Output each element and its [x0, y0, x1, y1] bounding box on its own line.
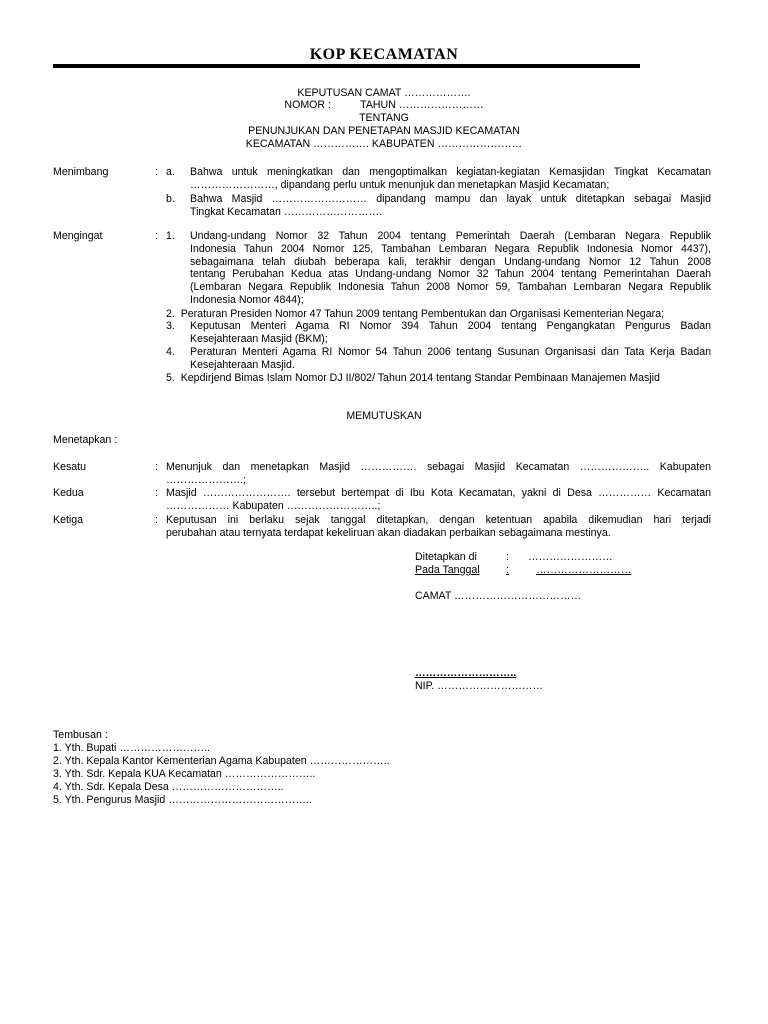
decree-location: KECAMATAN ……………. KABUPATEN ……………………	[245, 138, 523, 150]
mengingat-label: Mengingat	[53, 230, 103, 242]
mengingat-1-num: 1.	[166, 230, 175, 242]
tembusan-item: 5. Yth. Pengurus Masjid …………………………………..	[53, 794, 312, 806]
menimbang-colon: :	[155, 166, 158, 178]
menetapkan-label: Menetapkan :	[53, 434, 118, 446]
kedua-colon: :	[155, 487, 158, 499]
menimbang-label: Menimbang	[53, 166, 109, 178]
tembusan-item: 4. Yth. Sdr. Kepala Desa …………………………..	[53, 781, 284, 793]
kesatu-line2: ………………….;	[166, 474, 247, 486]
mengingat-3-num: 3.	[166, 320, 175, 332]
kedua-label: Kedua	[53, 487, 84, 499]
menimbang-b-num: b.	[166, 193, 175, 205]
decree-title: KEPUTUSAN CAMAT ……………….	[297, 87, 471, 99]
mengingat-4-num: 4.	[166, 346, 175, 358]
tanggal-label: Pada Tanggal	[415, 564, 480, 576]
mengingat-3-line2: Kesejahteraan Masjid (BKM);	[190, 333, 328, 345]
ditetapkan-value: ……………………	[528, 551, 613, 563]
ketiga-label: Ketiga	[53, 514, 84, 526]
tembusan-item: 2. Yth. Kepala Kantor Kementerian Agama Kabupaten …………………..	[53, 755, 390, 767]
menimbang-a-line2: ……………………, dipandang perlu untuk menunjuk dan menetapkan Masjid Kecamatan;	[190, 179, 610, 191]
kesatu-label: Kesatu	[53, 461, 86, 473]
menimbang-b-line1: Bahwa Masjid ……………………… dipandang mampu dan layak untuk ditetapkan sebagai Masjid	[190, 193, 711, 205]
camat-name-line: ………………………..	[415, 667, 517, 679]
ditetapkan-colon: :	[506, 551, 509, 563]
ketiga-line2: perubahan atau ternyata terdapat kekeliruan akan diadakan perbaikan sebagaimana mestinya.	[166, 527, 611, 539]
tembusan-item: 1. Yth. Bupati ……………………..	[53, 742, 210, 754]
kop-divider	[53, 64, 640, 68]
decree-about: TENTANG	[359, 112, 409, 124]
memutuskan-heading: MEMUTUSKAN	[346, 410, 422, 422]
mengingat-1-line4: tentang Perubahan Kedua atas Undang-undang Nomor 32 Tahun 2004 tentang Pemerintahan Daerah	[190, 268, 711, 280]
mengingat-1-line3: sebagaimana telah diubah beberapa kali, terakhir dengan Undang-undang Nomor 12 Tahun 2008	[190, 256, 711, 268]
kop-title: KOP KECAMATAN	[309, 46, 459, 63]
ketiga-colon: :	[155, 514, 158, 526]
camat-title: CAMAT ………………………………	[415, 590, 582, 602]
mengingat-4-line1: Peraturan Menteri Agama RI Nomor 54 Tahun 2006 tentang Susunan Organisasi dan Tata Kerja Badan	[190, 346, 711, 358]
mengingat-1-line5: (Lembaran Negara Republik Indonesia Tahun 2008 Nomor 59, Tambahan Lembaran Negara Republik	[190, 281, 711, 293]
mengingat-2: 2. Peraturan Presiden Nomor 47 Tahun 2009 tentang Pembentukan dan Organisasi Kementerian Negara;	[166, 308, 665, 320]
tanggal-colon: :	[506, 564, 509, 576]
decree-subject: PENUNJUKAN DAN PENETAPAN MASJID KECAMATAN	[248, 125, 520, 137]
decree-number: NOMOR : TAHUN ……………………	[284, 99, 484, 111]
kesatu-colon: :	[155, 461, 158, 473]
mengingat-4-line2: Kesejahteraan Masjid.	[190, 359, 295, 371]
tanggal-value: ………………………	[536, 564, 632, 576]
ketiga-line1: Keputusan ini berlaku sejak tanggal ditetapkan, dengan ketentuan apabila dikemudian hari terjadi	[166, 514, 711, 526]
mengingat-colon: :	[155, 230, 158, 242]
nip-line: NIP. …………………………	[415, 680, 544, 692]
mengingat-1-line6: Indonesia Nomor 4844);	[190, 294, 304, 306]
tembusan-item: 3. Yth. Sdr. Kepala KUA Kecamatan ……………………..	[53, 768, 316, 780]
menimbang-a-num: a.	[166, 166, 175, 178]
kesatu-line1: Menunjuk dan menetapkan Masjid ……………. sebagai Masjid Kecamatan ……………….. Kabupaten	[166, 461, 711, 473]
tembusan-title: Tembusan :	[53, 729, 108, 741]
ditetapkan-label: Ditetapkan di	[415, 551, 477, 563]
kedua-line2: ……………… Kabupaten ……………………..;	[166, 500, 381, 512]
menimbang-a-line1: Bahwa untuk meningkatkan dan mengoptimalkan kegiatan-kegiatan Kemasjidan Tingkat Kecamatan	[190, 166, 711, 178]
mengingat-3-line1: Keputusan Menteri Agama RI Nomor 394 Tahun 2004 tentang Pengangkatan Pengurus Badan	[190, 320, 711, 332]
kedua-line1: Masjid ……………………. tersebut bertempat di Ibu Kota Kecamatan, yakni di Desa …………… Kecamatan	[166, 487, 711, 499]
mengingat-1-line1: Undang-undang Nomor 32 Tahun 2004 tentang Pemerintah Daerah (Lembaran Negara Republik	[190, 230, 711, 242]
mengingat-5: 5. Kepdirjend Bimas Islam Nomor DJ II/802/ Tahun 2014 tentang Standar Pembinaan Manajemen Masjid	[166, 372, 660, 384]
menimbang-b-line2: Tingkat Kecamatan ……………………….	[190, 206, 383, 218]
mengingat-1-line2: Indonesia Tahun 2004 Nomor 125, Tambahan Lembaran Negara Republik Indonesia Nomor 4437),	[190, 243, 711, 255]
